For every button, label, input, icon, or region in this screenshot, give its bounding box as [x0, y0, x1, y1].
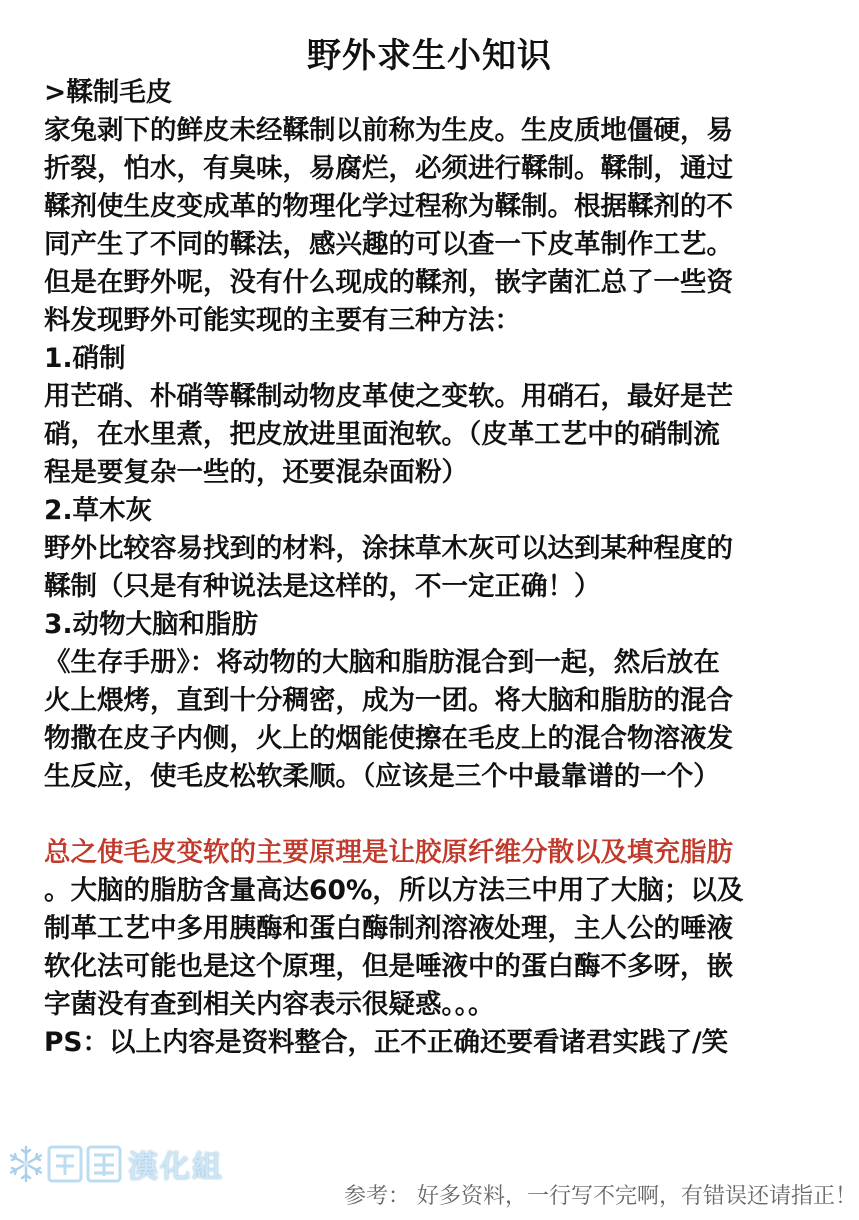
page-title: 野外求生小知识	[307, 36, 552, 76]
body-line: 料发现野外可能实现的主要有三种方法：	[44, 305, 521, 336]
conclusion-line: 字菌没有查到相关内容表示很疑惑。。。	[44, 989, 495, 1020]
highlight-summary: 总之使毛皮变软的主要原理是让胶原纤维分散以及填充脂肪	[44, 837, 733, 868]
body-line: 程是要复杂一些的，还要混杂面粉）	[44, 457, 468, 488]
body-line: 鞣剂使生皮变成革的物理化学过程称为鞣制。根据鞣剂的不	[44, 191, 733, 222]
body-line: 折裂，怕水，有臭味，易腐烂，必须进行鞣制。鞣制，通过	[44, 153, 733, 184]
conclusion-line: 软化法可能也是这个原理，但是唾液中的蛋白酶不多呀，嵌	[44, 951, 733, 982]
method-heading-2: 2.草木灰	[44, 495, 153, 526]
conclusion-line: 。大脑的脂肪含量高达60%，所以方法三中用了大脑；以及	[44, 875, 744, 906]
body-line: 野外比较容易找到的材料，涂抹草木灰可以达到某种程度的	[44, 533, 733, 564]
section-heading-tanning: >鞣制毛皮	[44, 77, 173, 108]
body-line: 物撒在皮子内侧，火上的烟能使擦在毛皮上的混合物溶液发	[44, 723, 733, 754]
snowflake-icon	[6, 1144, 46, 1184]
body-line: 家兔剥下的鲜皮未经鞣制以前称为生皮。生皮质地僵硬，易	[44, 115, 733, 146]
body-line: 生反应，使毛皮松软柔顺。（应该是三个中最靠谱的一个）	[44, 761, 720, 792]
logo-text: 漢化組	[128, 1150, 224, 1185]
body-line: 但是在野外呢，没有什么现成的鞣剂，嵌字菌汇总了一些资	[44, 267, 733, 298]
body-line: 《生存手册》：将动物的大脑和脂肪混合到一起，然后放在	[44, 647, 720, 678]
conclusion-line: 制革工艺中多用胰酶和蛋白酶制剂溶液处理，主人公的唾液	[44, 913, 733, 944]
reference-note: 参考： 好多资料，一行写不完啊，有错误还请指正！	[344, 1184, 857, 1209]
method-heading-1: 1.硝制	[44, 343, 126, 374]
logo-mark-icon	[46, 1142, 124, 1186]
body-line: 火上煨烤，直到十分稠密，成为一团。将大脑和脂肪的混合	[44, 685, 733, 716]
spacer	[44, 796, 824, 834]
body-line: 用芒硝、朴硝等鞣制动物皮革使之变软。用硝石，最好是芒	[44, 381, 733, 412]
ps-line: PS：以上内容是资料整合，正不正确还要看诸君实践了/笑	[44, 1027, 729, 1058]
article-body	[44, 74, 824, 1062]
body-line: 硝，在水里煮，把皮放进里面泡软。（皮革工艺中的硝制流	[44, 419, 720, 450]
group-logo	[6, 1138, 224, 1190]
method-heading-3: 3.动物大脑和脂肪	[44, 609, 259, 640]
body-line: 鞣制（只是有种说法是这样的，不一定正确！）	[44, 571, 601, 602]
body-line: 同产生了不同的鞣法，感兴趣的可以查一下皮革制作工艺。	[44, 229, 733, 260]
